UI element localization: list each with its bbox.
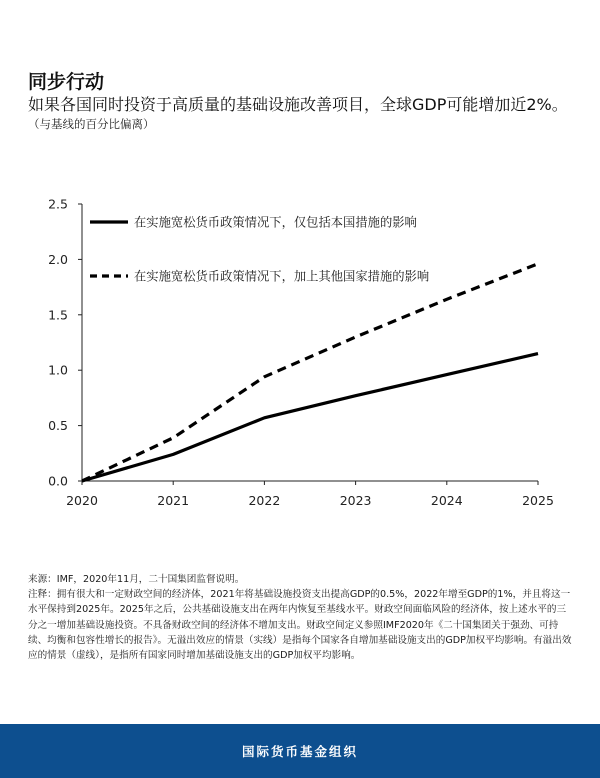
x-tick-label: 2025 xyxy=(522,493,554,508)
chart-subtitle: 如果各国同时投资于高质量的基础设施改善项目，全球GDP可能增加近2%。 xyxy=(28,95,568,114)
x-tick-label: 2023 xyxy=(339,493,372,508)
source-note: 来源：IMF，2020年11月，二十国集团监督说明。 xyxy=(28,574,245,585)
x-tick-label: 2022 xyxy=(248,493,281,508)
imf-footer-bar xyxy=(0,724,600,778)
legend-label: 在实施宽松货币政策情况下，仅包括本国措施的影响 xyxy=(134,215,417,230)
imf-footer-label: 国际货币基金组织 xyxy=(241,744,358,759)
series-line-spillover xyxy=(82,264,538,481)
y-tick-label: 1.5 xyxy=(48,307,68,323)
x-tick-label: 2021 xyxy=(157,493,190,508)
series-line-domestic xyxy=(82,354,538,481)
chart-notes xyxy=(28,572,574,663)
y-tick-label: 0.0 xyxy=(48,473,68,489)
y-tick-label: 2.5 xyxy=(48,196,68,212)
x-tick-label: 2024 xyxy=(430,493,463,508)
y-tick-label: 2.0 xyxy=(48,251,68,267)
chart-units: （与基线的百分比偏离） xyxy=(28,117,155,131)
line-chart xyxy=(0,190,600,530)
chart-title: 同步行动 xyxy=(28,71,105,93)
x-tick-label: 2020 xyxy=(66,493,98,508)
y-tick-label: 1.0 xyxy=(48,362,68,378)
chart-header xyxy=(28,70,578,132)
y-tick-label: 0.5 xyxy=(48,418,68,434)
legend-label: 在实施宽松货币政策情况下，加上其他国家措施的影响 xyxy=(134,269,430,284)
footnote: 注释：拥有很大和一定财政空间的经济体，2021年将基础设施投资支出提高GDP的0.5%，2022年增至GDP的1%，并且将这一水平保持到2025年。2025年之后，公共基础设施支出在两年内恢复至基线水平。财政空间面临风险的经济体，按上述水平的三分之一增加基础设施投资。不具备财政空间的经济体不增加支出。财政空间定义参照IMF2020年《二十国集团关于强劲、可持续、均衡和包容性增长的报告》。无溢出效应的情景（实线）是指每个国家各自增加基础设施支出的GDP加权平均影响。有溢出效应的情景（虚线），是指所有国家同时增加基础设施支出的GDP加权平均影响。 xyxy=(28,589,572,662)
